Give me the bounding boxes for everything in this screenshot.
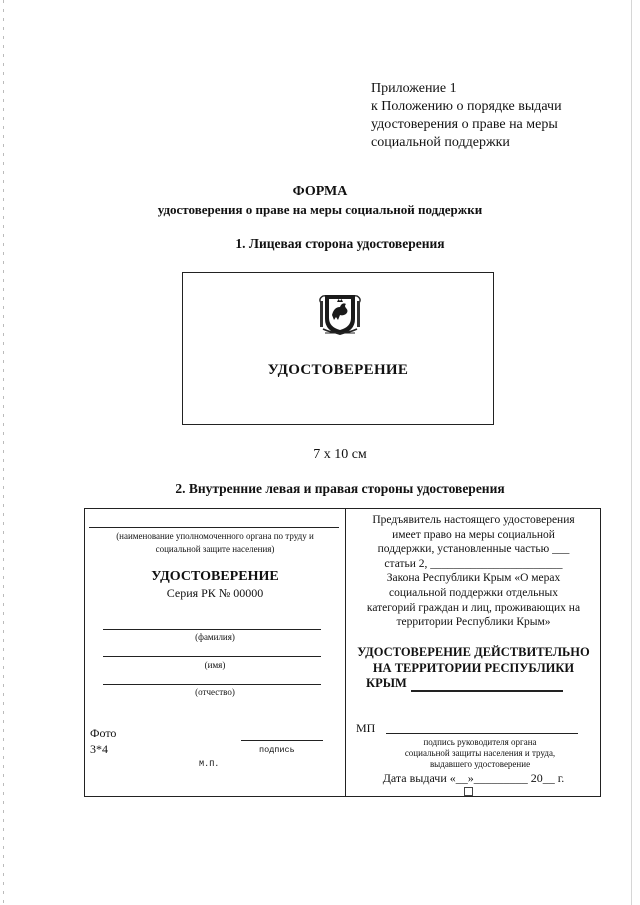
appendix-line: социальной поддержки xyxy=(371,135,510,150)
inner-left-side xyxy=(85,509,345,796)
org-caption: социальной защите населения) xyxy=(155,544,275,554)
stamp-label: М.П. xyxy=(199,759,220,769)
rights-text-line: Предъявитель настоящего удостоверения xyxy=(372,514,575,526)
surname-line xyxy=(103,629,321,630)
issue-date: Дата выдачи «__»_________ 20__ г. xyxy=(382,771,565,785)
appendix-line: удостоверения о праве на меры xyxy=(371,117,558,132)
inner-sides-card xyxy=(84,508,601,797)
form-subtitle: удостоверения о праве на меры социальной поддержки xyxy=(157,202,483,217)
org-name-line xyxy=(89,527,339,528)
signature-caption: выдавшего удостоверение xyxy=(429,759,531,769)
front-side-heading: 1. Лицевая сторона удостоверения xyxy=(235,236,445,251)
rights-text-line: территории Республики Крым» xyxy=(396,616,551,629)
signature-caption: социальной защиты населения и труда, xyxy=(404,748,556,758)
rights-text-line: социальной поддержки отдельных xyxy=(388,586,559,599)
signature-line xyxy=(241,740,323,741)
photo-label: Фото xyxy=(90,726,117,740)
left-card-title: УДОСТОВЕРЕНИЕ xyxy=(151,569,279,584)
appendix-line: к Положению о порядке выдачи xyxy=(371,99,562,114)
patronymic-label: (отчество) xyxy=(195,687,235,697)
signature-label: подпись xyxy=(259,745,295,755)
front-card-title: УДОСТОВЕРЕНИЕ xyxy=(267,362,409,378)
front-side-card xyxy=(182,272,494,425)
card-size: 7 х 10 см xyxy=(313,447,367,462)
inner-sides-heading: 2. Внутренние левая и правая стороны удостоверения xyxy=(175,481,505,496)
rights-text-line: статьи 2, _______________________ xyxy=(384,557,563,570)
rights-text-line: имеет право на меры социальной xyxy=(392,528,555,541)
photo-size: 3*4 xyxy=(90,742,108,756)
inner-right-side xyxy=(346,509,601,796)
validity-statement xyxy=(346,645,601,676)
validity-line: НА ТЕРРИТОРИИ РЕСПУБЛИКИ xyxy=(372,660,575,675)
empty-square-icon xyxy=(464,787,473,796)
rights-text xyxy=(346,513,601,630)
patronymic-line xyxy=(103,684,321,685)
series-number: Серия РК № 00000 xyxy=(166,586,264,600)
name-label: (имя) xyxy=(204,660,226,670)
appendix-line: Приложение 1 xyxy=(371,81,457,96)
rights-text-line: категорий граждан и лиц, проживающих на xyxy=(366,601,581,614)
rights-text-line: Закона Республики Крым «О мерах xyxy=(386,572,561,585)
surname-label: (фамилия) xyxy=(195,632,235,642)
region-line xyxy=(411,690,563,692)
validity-line: КРЫМ xyxy=(366,676,407,690)
validity-line: УДОСТОВЕРЕНИЕ ДЕЙСТВИТЕЛЬНО xyxy=(357,645,590,659)
appendix-block xyxy=(371,80,621,152)
form-title: ФОРМА xyxy=(292,184,348,199)
head-signature-line xyxy=(386,733,578,734)
rights-text-line: поддержки, установленные частью ___ xyxy=(377,543,570,556)
org-caption: (наименование уполномоченного органа по труду и xyxy=(116,531,314,541)
crimea-coat-of-arms-icon xyxy=(315,289,365,339)
signature-caption: подпись руководителя органа xyxy=(423,737,537,747)
right-stamp-label: МП xyxy=(356,721,376,735)
name-line xyxy=(103,656,321,657)
